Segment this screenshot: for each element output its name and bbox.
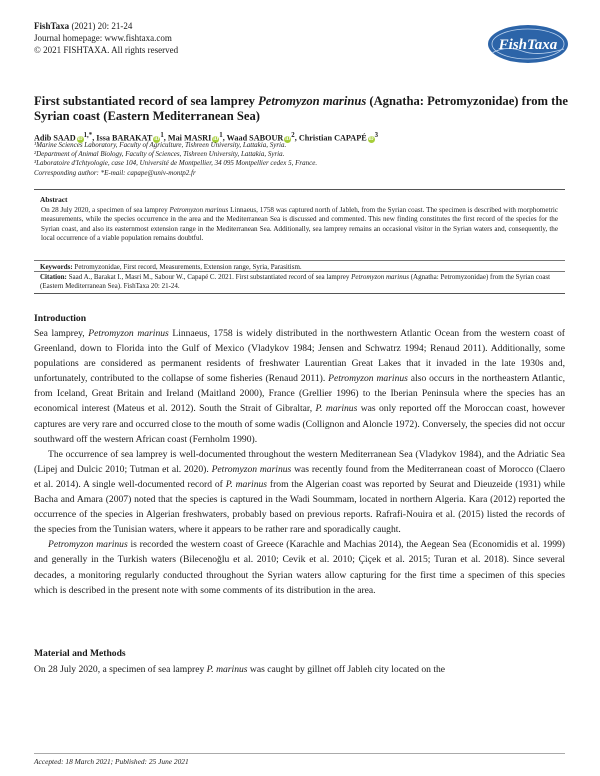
orcid-icon[interactable]: iD: [285, 136, 291, 142]
orcid-icon[interactable]: iD: [368, 136, 374, 142]
keywords: Keywords: Petromyzonidae, First record, Measurements, Extension range, Syria, Parasitism.: [40, 263, 302, 271]
abstract-text: On 28 July 2020, a specimen of sea lamprey Petromyzon marinus Linnaeus, 1758 was captured north of Jableh, from the Syrian coast. The specimen is described with morphometric measurements, while the species occurrence in the area and the Mediterranean Sea is discussed and commented. This new finding constitutes the first record of the species for the Syrian coast, and also its easternmost extension range in the Mediterranean Sea. Additionally, sea lamprey remains an occasional visitor in the Syrian waters and, consequently, the local occurrence of a viable population remains doubtful.: [41, 205, 558, 243]
corresponding-author: Corresponding author: *E-mail: capape@univ-montp2.fr: [34, 168, 196, 177]
publication-dates: Accepted: 18 March 2021; Published: 25 June 2021: [34, 757, 189, 766]
author: Adib SAAD: [34, 133, 76, 143]
paragraph: Petromyzon marinus is recorded the western coast of Greece (Karachle and Machias 2014), the Aegean Sea (Economidis et al. 1999) and generally in the Turkish waters (Bilecenoğlu et al. 2010; Cevik et al. 2010; Çiçek et al. 2015; Turan et al. 2018). Since several decades, a monitoring regularly conducted throughout the Syrian waters allow capturing for the first time a specimen of this species which is described in the present note with some comments of its distribution in the area.: [34, 539, 565, 596]
orcid-icon[interactable]: iD: [213, 136, 219, 142]
affiliation: ¹Marine Sciences Laboratory, Faculty of Agriculture, Tishreen University, Lattakia, Syria.: [34, 141, 287, 149]
abstract-heading: Abstract: [40, 195, 68, 204]
citation: Citation: Saad A., Barakat I., Masri M., Sabour W., Capapé C. 2021. First substantiated record of sea lamprey Petromyzon marinus (Agnatha: Petromyzonidae) from the Syrian coast (Eastern Mediterranean Sea). FishTaxa 20: 21-24.: [40, 273, 551, 290]
affiliation: ²Department of Animal Biology, Faculty of Sciences, Tishreen University, Lattakia, Syria.: [34, 150, 285, 159]
introduction-body: [34, 326, 565, 598]
paragraph: Sea lamprey, Petromyzon marinus Linnaeus, 1758 is widely distributed in the northwestern Atlantic Ocean from the western coast of Greenland, down to Florida into the Gulf of Mexico (Vladykov 1984; Jensen and Schwatrz 1994; Renaud 2011). Additionally, some populations are considered as permanent residents of freshwater Laurentian Great Lakes that it invaded in the late 1930s and, unfortunately, contributed to the collapse of some fisheries (Renaud 2011). Petromyzon marinus also occurs in the northeastern Atlantic, from Iceland, Great Britain and Ireland (Maitland 2000), France (Grellier 1996) to the Iberian Peninsula where the species has an economical interest (Mateus et al. 2012). South the Strait of Gibraltar, P. marinus was only reported off the Moroccan coast, however captures are very rare and occurred close to the mouth of some wadis (Collignon and Aloncle 1972). Conversely, the species did not occur southward off the western African coast (Fernholm 1990).: [34, 328, 565, 445]
fishtaxa-logo: [486, 23, 570, 65]
author: , Waad SABOUR: [222, 133, 284, 143]
author: , Mai MASRI: [163, 133, 212, 143]
paper-title: First substantiated record of sea lamprey Petromyzon marinus (Agnatha: Petromyzonidae) from the Syrian coast (Eastern Mediterranean Sea): [34, 94, 568, 123]
methods-body: [34, 662, 565, 677]
journal-info: [34, 20, 178, 56]
paragraph: On 28 July 2020, a specimen of sea lamprey P. marinus was caught by gillnet off Jableh city located on the: [34, 664, 446, 675]
affiliations: [34, 141, 317, 178]
author: , Christian CAPAPÉ: [294, 133, 367, 143]
journal-citation: FishTaxa (2021) 20: 21-24: [34, 21, 133, 31]
section-heading-introduction: Introduction: [34, 313, 87, 324]
footer-divider: [34, 753, 565, 754]
divider: [34, 260, 565, 261]
svg-text:FishTaxa: FishTaxa: [498, 37, 558, 53]
journal-homepage: Journal homepage: www.fishtaxa.com: [34, 33, 172, 43]
orcid-icon[interactable]: iD: [154, 136, 160, 142]
paragraph: The occurrence of sea lamprey is well-documented throughout the western Mediterranean Sea (Vladykov 1984), and the Adriatic Sea (Lipej and Dulcic 2010; Tutman et al. 2020). Petromyzon marinus was recently found from the Mediterranean coast of Morocco (Claero et al. 2014). A single well-documented record of P. marinus from the Algerian coast was reported by Seurat and Dieuzeide (1931) while Bacha and Amara (2007) noted that the species is captured in the Wadi Soummam, located in northern Algeria. Kara (2012) reported the occurrence of the species in Algerian freshwaters, probably based on previous reports. Rafrafi-Nouira et al. (2015) listed the records of the species from the Tunisian waters, where it appears to be rather rare and sporadically caught.: [34, 448, 565, 536]
journal-copyright: © 2021 FISHTAXA. All rights reserved: [34, 45, 179, 55]
affiliation: ³Laboratoire d'Ichtyologie, case 104, Université de Montpellier, 34 095 Montpellier cedex 5, France.: [34, 159, 318, 168]
orcid-icon[interactable]: iD: [77, 136, 83, 142]
author: , Issa BARAKAT: [92, 133, 153, 143]
author-list: Adib SAAD $iD^{1,*}$, Issa BARAKAT $iD^1$, Mai MASRI $iD^1$, Waad SABOUR $iD^2$, Christian CAPAPÉ $iD^3$: [34, 132, 379, 143]
section-heading-methods: Material and Methods: [34, 648, 126, 659]
